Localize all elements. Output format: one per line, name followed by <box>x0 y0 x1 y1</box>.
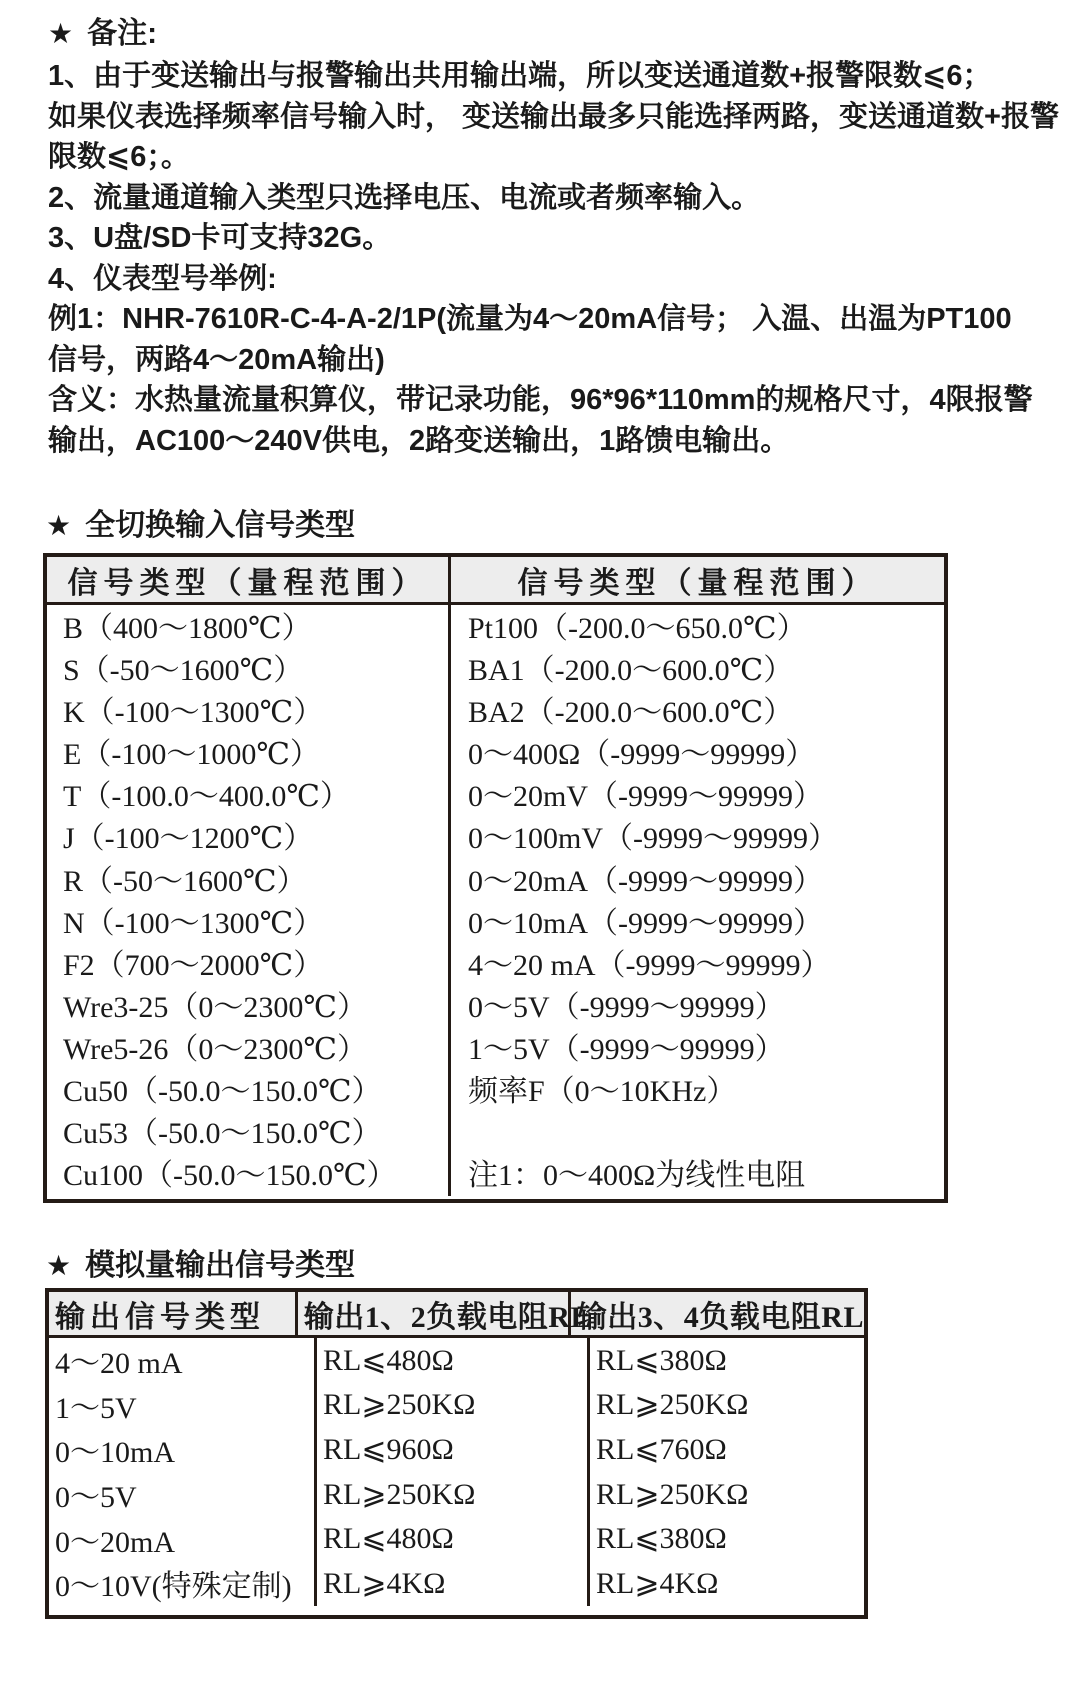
star-icon: ★ <box>46 1250 72 1281</box>
signal-type-item: J（-100～1200℃） <box>63 822 314 856</box>
signal-type-item: R（-50～1600℃） <box>63 864 307 898</box>
note-line: 输出，AC100～240V供电，2路变送输出，1路馈电输出。 <box>48 424 790 457</box>
load-resistance-34-header: 输出3、4负载电阻RL <box>576 1300 864 1334</box>
load-resistance-12-cell: RL⩽960Ω <box>317 1427 590 1472</box>
output-signal-type-cell: 0～10V(特殊定制) <box>49 1561 317 1606</box>
table-row <box>49 1427 864 1472</box>
linear-resistance-note: 注1：0～400Ω为线性电阻 <box>468 1159 806 1193</box>
signal-type-item: N（-100～1300℃） <box>63 906 324 940</box>
input-table-header-row <box>47 557 944 605</box>
output-table-heading-label: 模拟量输出信号类型 <box>85 1249 356 1282</box>
signal-type-item: Pt100（-200.0～650.0℃） <box>468 612 807 645</box>
load-resistance-34-cell: RL⩽380Ω <box>596 1343 727 1377</box>
note-line: 信号，两路4～20mA输出) <box>48 343 385 376</box>
output-signal-type-cell: 4～20 mA <box>49 1338 317 1383</box>
load-resistance-34-cell: RL⩾250KΩ <box>596 1477 749 1511</box>
signal-type-item: Cu50（-50.0～150.0℃） <box>63 1075 382 1109</box>
signal-type-blank <box>468 1113 944 1155</box>
signal-type-item: 0～400Ω（-9999～99999） <box>468 738 816 772</box>
load-resistance-12-cell: RL⩾250KΩ <box>317 1383 590 1428</box>
load-resistance-12-header: 输出1、2负载电阻RL <box>298 1292 571 1335</box>
input-table-right-cell <box>451 605 944 1196</box>
table-row <box>49 1338 864 1383</box>
signal-type-item: S（-50～1600℃） <box>63 654 304 688</box>
note-line: 限数⩽6；。 <box>48 141 190 173</box>
signal-type-item: T（-100.0～400.0℃） <box>63 780 350 814</box>
signal-type-item: B（400～1800℃） <box>63 612 312 645</box>
signal-type-item: Cu53（-50.0～150.0℃） <box>63 1117 382 1151</box>
signal-type-item: Cu100（-50.0～150.0℃） <box>63 1159 397 1193</box>
load-resistance-34-cell: RL⩽380Ω <box>596 1522 727 1556</box>
signal-type-item: 0～20mV（-9999～99999） <box>468 780 823 814</box>
output-signal-type-cell: 1～5V <box>49 1383 317 1428</box>
signal-type-item: E（-100～1000℃） <box>63 738 320 772</box>
input-table-heading <box>46 500 355 544</box>
input-signal-table <box>43 553 948 1203</box>
table-row <box>49 1472 864 1517</box>
input-table-left-cell <box>47 605 451 1196</box>
output-signal-type-cell: 0～5V <box>49 1472 317 1517</box>
notes-section <box>48 12 1058 461</box>
table-row <box>49 1383 864 1428</box>
signal-type-item: BA1（-200.0～600.0℃） <box>468 654 794 688</box>
output-table-header-row <box>49 1292 864 1338</box>
signal-type-item: 0～5V（-9999～99999） <box>468 990 785 1024</box>
signal-type-item: 1～5V（-9999～99999） <box>468 1032 785 1066</box>
table-row <box>49 1561 864 1606</box>
star-icon: ★ <box>46 510 72 541</box>
signal-type-item: K（-100～1300℃） <box>63 696 324 730</box>
load-resistance-34-cell: RL⩾4KΩ <box>596 1566 719 1600</box>
output-signal-type-cell: 0～10mA <box>49 1427 317 1472</box>
signal-type-item: 0～100mV（-9999～99999） <box>468 822 838 856</box>
signal-type-item: 0～20mA（-9999～99999） <box>468 864 823 898</box>
note-line: 如果仪表选择频率信号输入时， 变送输出最多只能选择两路，变送通道数+报警 <box>48 100 1059 133</box>
load-resistance-34-cell: RL⩽760Ω <box>596 1432 727 1466</box>
notes-heading-label: 备注: <box>87 17 158 50</box>
note-line: 2、流量通道输入类型只选择电压、电流或者频率输入。 <box>48 181 761 214</box>
input-table-header-right: 信号类型（量程范围） <box>517 566 878 600</box>
load-resistance-12-cell: RL⩾4KΩ <box>317 1561 590 1606</box>
note-line: 4、仪表型号举例: <box>48 262 277 295</box>
signal-type-item: Wre5-26（0～2300℃） <box>63 1032 367 1066</box>
output-table-heading <box>46 1240 355 1284</box>
load-resistance-34-cell: RL⩾250KΩ <box>596 1388 749 1422</box>
input-table-header-left: 信号类型（量程范围） <box>47 557 451 602</box>
signal-type-item: F2（700～2000℃） <box>63 948 324 982</box>
signal-type-item: 4～20 mA（-9999～99999） <box>468 948 831 982</box>
output-signal-table <box>45 1288 868 1619</box>
output-signal-type-cell: 0～20mA <box>49 1516 317 1561</box>
note-line: 含义：水热量流量积算仪，带记录功能，96*96*110mm的规格尺寸，4限报警 <box>48 384 1033 416</box>
load-resistance-12-cell: RL⩾250KΩ <box>317 1472 590 1517</box>
note-line: 例1：NHR-7610R-C-4-A-2/1P(流量为4～20mA信号； 入温、出温为PT100 <box>48 303 1012 335</box>
signal-type-item: 0～10mA（-9999～99999） <box>468 906 823 940</box>
signal-type-item: 频率F（0～10KHz） <box>468 1075 737 1109</box>
input-table-heading-label: 全切换输入信号类型 <box>85 509 356 542</box>
note-line: 1、由于变送输出与报警输出共用输出端，所以变送通道数+报警限数⩽6； <box>48 60 992 92</box>
star-icon: ★ <box>48 18 74 49</box>
output-type-header: 输出信号类型 <box>49 1292 298 1335</box>
load-resistance-12-cell: RL⩽480Ω <box>317 1516 590 1561</box>
notes-heading <box>48 12 1058 56</box>
signal-type-item: Wre3-25（0～2300℃） <box>63 990 367 1024</box>
signal-type-item: BA2（-200.0～600.0℃） <box>468 696 794 730</box>
table-row <box>49 1516 864 1561</box>
load-resistance-12-cell: RL⩽480Ω <box>317 1338 590 1383</box>
note-line: 3、U盘/SD卡可支持32G。 <box>48 222 392 254</box>
input-table-body <box>47 605 944 1196</box>
